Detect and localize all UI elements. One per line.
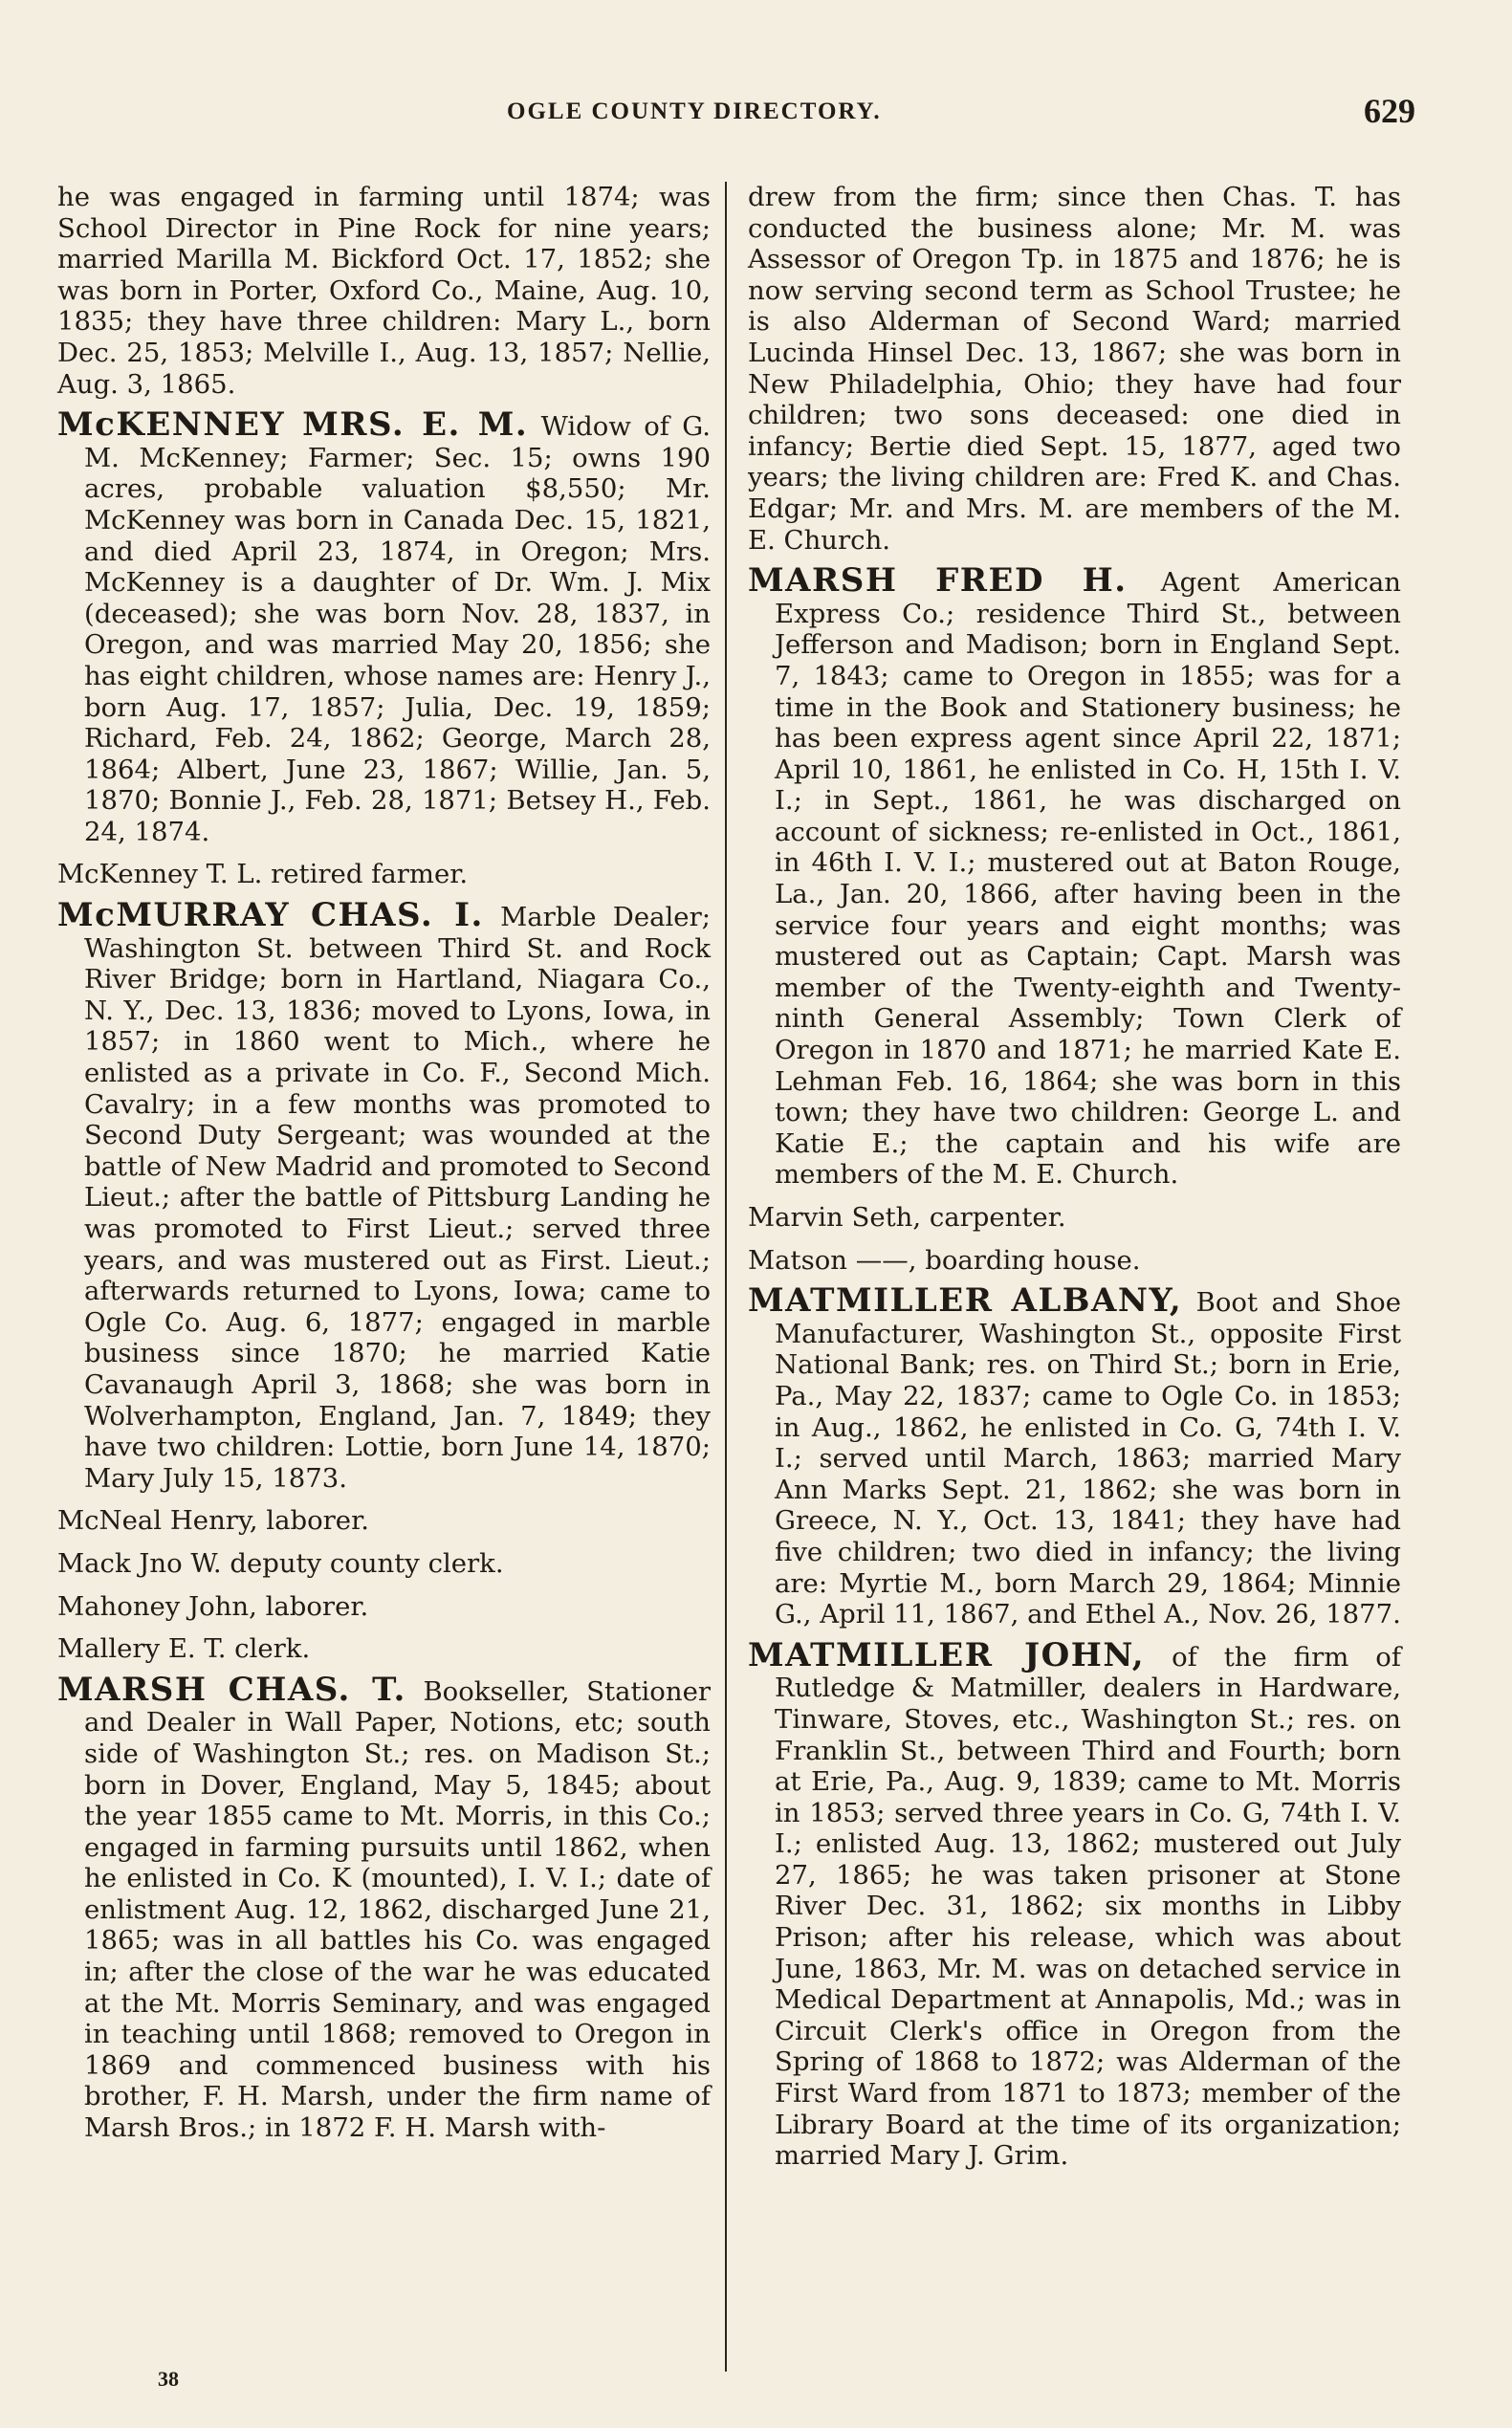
page-number: 629 [1364, 92, 1415, 130]
directory-entry: MATMILLER JOHN, of the firm of Rutledge & Matmiller, dealers in Hardware, Tinware, Stoves, etc., Washington St.; res. on Franklin St., between Third and Fourth; born at Erie, Pa., Aug. 9, 1839; came to Mt. Morris in 1853; served three years in Co. G, 74th I. V. I.; enlisted Aug. 13, 1862; mustered out July 27, 1865; he was taken prisoner at Stone River Dec. 31, 1862; six months in Libby Prison; after his release, which was about June, 1863, Mr. M. was on detached service in Medical Department at Annapolis, Md.; was in Circuit Clerk's office in Oregon from the Spring of 1868 to 1872; was Alderman of the First Ward from 1871 to 1873; member of the Library Board at the time of its organization; married Mary J. Grim. [748, 1635, 1401, 2172]
directory-entry: Mack Jno W. deputy county clerk. [57, 1547, 504, 1579]
directory-entry: McMURRAY CHAS. I. Marble Dealer; Washington St. between Third St. and Rock River Bridge; born in Hartland, Niagara Co., N. Y., Dec. 13, 1836; moved to Lyons, Iowa, in 1857; in 1860 went to Mich., where he enlisted as a private in Co. F., Second Mich. Cavalry; in a few months was promoted to Second Duty Sergeant; was wounded at the battle of New Madrid and promoted to Second Lieut.; after the battle of Pittsburg Landing he was promoted to First Lieut.; served three years, and was mustered out as First. Lieut.; afterwards returned to Lyons, Iowa; came to Ogle Co. Aug. 6, 1877; engaged in marble business since 1870; he married Katie Cavanaugh April 3, 1868; she was born in Wolverhampton, England, Jan. 7, 1849; they have two children: Lottie, born June 14, 1870; Mary July 15, 1873. [57, 896, 711, 1494]
directory-entry: he was engaged in farming until 1874; was School Director in Pine Rock for nine years; married Marilla M. Bickford Oct. 17, 1852; she was born in Porter, Oxford Co., Maine, Aug. 10, 1835; they have three children: Mary L., born Dec. 25, 1853; Melville I., Aug. 13, 1857; Nellie, Aug. 3, 1865. [57, 182, 711, 400]
directory-entry: McKENNEY MRS. E. M. Widow of G. M. McKenney; Farmer; Sec. 15; owns 190 acres, probable valuation $8,550; Mr. McKenney was born in Canada Dec. 15, 1821, and died April 23, 1874, in Oregon; Mrs. McKenney is a daughter of Dr. Wm. J. Mix (deceased); she was born Nov. 28, 1837, in Oregon, and was married May 20, 1856; she has eight children, whose names are: Henry J., born Aug. 17, 1857; Julia, Dec. 19, 1859; Richard, Feb. 24, 1862; George, March 28, 1864; Albert, June 23, 1867; Willie, Jan. 5, 1870; Bonnie J., Feb. 28, 1871; Betsey H., Feb. 24, 1874. [57, 405, 712, 847]
entry-name: MARSH FRED H. [748, 561, 1128, 601]
entry-name: MATMILLER JOHN, [748, 1635, 1146, 1674]
column-rule [725, 182, 727, 2372]
entry-name: McKENNEY MRS. E. M. [57, 405, 529, 445]
signature-mark: 38 [158, 2367, 179, 2391]
running-header [57, 91, 1415, 139]
entry-name: MATMILLER ALBANY, [748, 1281, 1183, 1321]
left-column [57, 180, 711, 2154]
directory-entry: MARSH CHAS. T. Bookseller, Stationer and Dealer in Wall Paper, Notions, etc; south side of Washington St.; res. on Madison St.; born in Dover, England, May 5, 1845; about the year 1855 came to Mt. Morris, in this Co.; engaged in farming pursuits until 1862, when he enlisted in Co. K (mounted), I. V. I.; date of enlistment Aug. 12, 1862, discharged June 21, 1865; was in all battles his Co. was engaged in; after the close of the war he was educated at the Mt. Morris Seminary, and was engaged in teaching until 1868; removed to Oregon in 1869 and commenced business with his brother, F. H. Marsh, under the firm name of Marsh Bros.; in 1872 F. H. Marsh with- [57, 1670, 711, 2144]
directory-entry: Mahoney John, laborer. [57, 1590, 369, 1622]
directory-entry: Mallery E. T. clerk. [57, 1633, 311, 1665]
directory-entry: Matson ——, boarding house. [748, 1244, 1141, 1276]
directory-entry: Marvin Seth, carpenter. [748, 1202, 1066, 1233]
directory-entry: MATMILLER ALBANY, Boot and Shoe Manufacturer, Washington St., opposite First National Bank; res. on Third St.; born in Erie, Pa., May 22, 1837; came to Ogle Co. in 1853; in Aug., 1862, he enlisted in Co. G, 74th I. V. I.; served until March, 1863; married Mary Ann Marks Sept. 21, 1862; she was born in Greece, N. Y., Oct. 13, 1841; they have had five children; two died in infancy; the living are: Myrtie M., born March 29, 1864; Minnie G., April 11, 1867, and Ethel A., Nov. 26, 1877. [748, 1281, 1401, 1630]
directory-entry: McNeal Henry, laborer. [57, 1505, 369, 1537]
running-title: OGLE COUNTY DIRECTORY. [507, 98, 882, 124]
directory-entry: drew from the firm; since then Chas. T. has conducted the business alone; Mr. M. was Assessor of Oregon Tp. in 1875 and 1876; he is now serving second term as School Trustee; he is also Alderman of Second Ward; married Lucinda Hinsel Dec. 13, 1867; she was born in New Philadelphia, Ohio; they have had four children; two sons deceased: one died in infancy; Bertie died Sept. 15, 1877, aged two years; the living children are: Fred K. and Chas. Edgar; Mr. and Mrs. M. are members of the M. E. Church. [748, 182, 1401, 556]
entry-name: McMURRAY CHAS. I. [57, 896, 484, 935]
directory-entry: McKenney T. L. retired farmer. [57, 859, 469, 890]
entry-name: MARSH CHAS. T. [57, 1670, 406, 1709]
directory-entry: MARSH FRED H. Agent American Express Co.; residence Third St., between Jefferson and Madison; born in England Sept. 7, 1843; came to Oregon in 1855; was for a time in the Book and Stationery business; he has been express agent since April 22, 1871; April 10, 1861, he enlisted in Co. H, 15th I. V. I.; in Sept., 1861, he was discharged on account of sickness; re-enlisted in Oct., 1861, in 46th I. V. I.; mustered out at Baton Rouge, La., Jan. 20, 1866, after having been in the service four years and eight months; was mustered out as Captain; Capt. Marsh was member of the Twenty-eighth and Twenty-ninth General Assembly; Town Clerk of Oregon in 1870 and 1871; he married Kate E. Lehman Feb. 16, 1864; she was born in this town; they have two children: George L. and Katie E.; the captain and his wife are members of the M. E. Church. [748, 561, 1401, 1191]
right-column [748, 180, 1401, 2181]
